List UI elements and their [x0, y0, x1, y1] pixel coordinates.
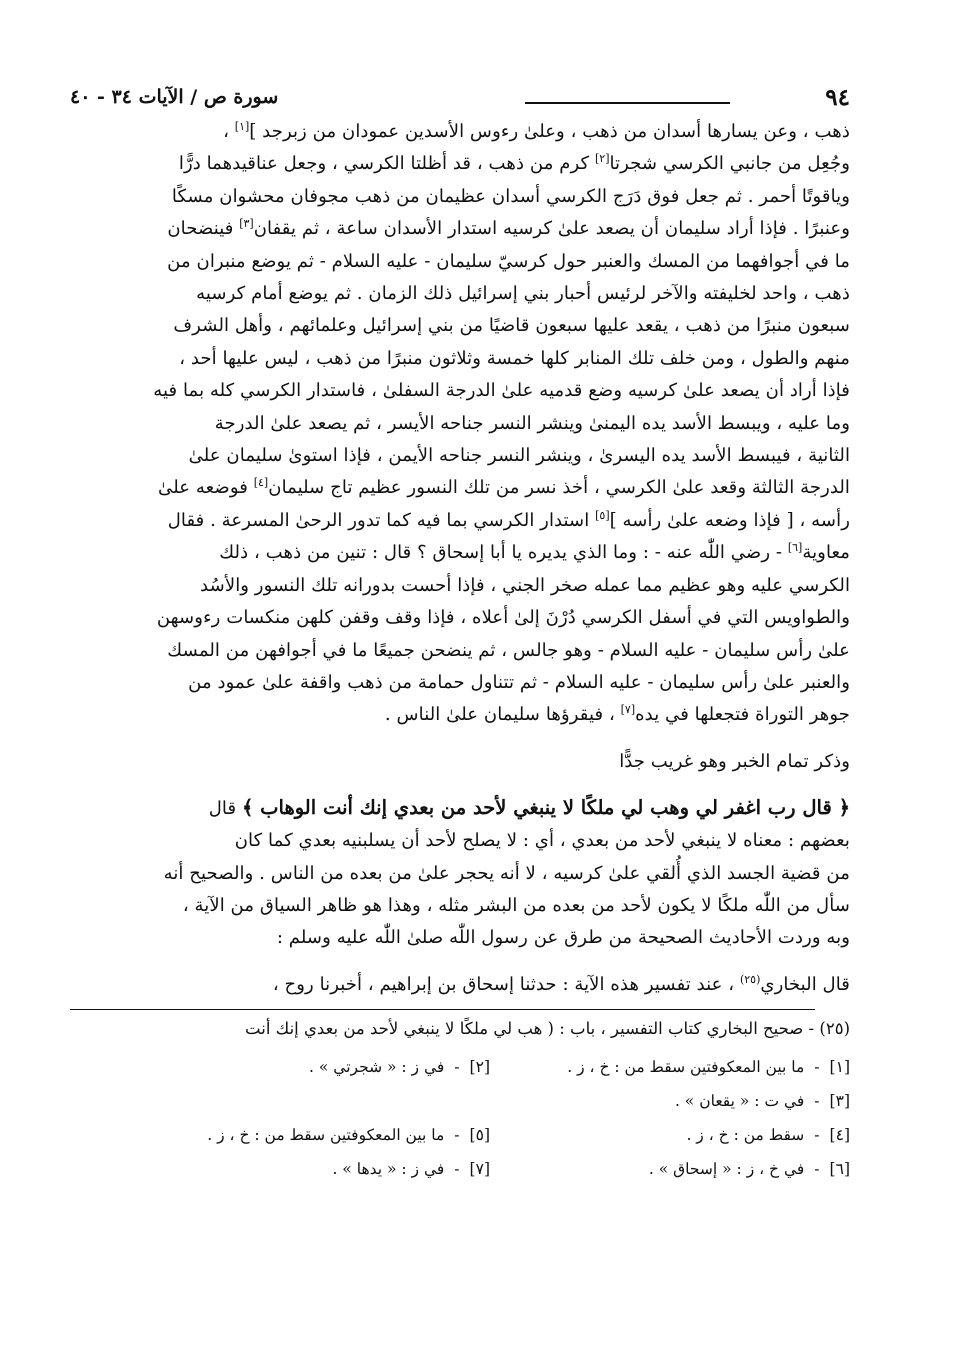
text-line: فإذا أراد أن يصعد علىٰ كرسيه وضع قدميه علىٰ الدرجة السفلىٰ ، فاستدار الكرسي كله بما فيه [153, 380, 850, 402]
verse-followup: قال [208, 798, 237, 820]
note-row [70, 1152, 850, 1186]
text-line: وجُعِل من جانبي الكرسي شجرتا[٢] كرم من ذهب ، قد أظلتا الكرسي ، وجعل عناقيدهما درًّا [178, 152, 850, 175]
footnote-label: [٧] [469, 1159, 490, 1178]
footnote-label: [٣] [829, 1091, 850, 1110]
footnote-item: [٥] - ما بين المعكوفتين سقط من : خ ، ز . [207, 1125, 490, 1144]
footnote-text: في ز : « شجرتي » . [309, 1057, 445, 1076]
commentary-line: من قضية الجسد الذي أُلقي علىٰ كرسيه ، لا أنه يحجر علىٰ من بعده من الناس . والصحيح أنه [163, 862, 850, 884]
text-line: سبعون منبرًا من ذهب ، يقعد عليها سبعون قاضيًا من بني إسرائيل وعلمائهم ، وأهل الشرف [173, 315, 850, 337]
text-line: وعنبرًا . فإذا أراد سليمان أن يصعد علىٰ كرسيه استدار الأسدان ساعة ، ثم يقفان[٣] فينضحان [167, 217, 850, 240]
footnote-item: [١] - ما بين المعكوفتين سقط من : خ ، ز . [567, 1057, 850, 1076]
text-line: معاوية[٦] - رضي اللّٰه عنه - : وما الذي يديره يا أبا إسحاق ؟ قال : تنين من ذهب ، ذلك [219, 541, 850, 564]
footnote-text: سقط من : خ ، ز . [686, 1125, 805, 1144]
text-line: الكرسي عليه وهو عظيم مما عمله صخر الجني ، فإذا أحست بدورانه تلك النسور والأسُد [200, 574, 850, 596]
footnote-label: [٥] [469, 1125, 490, 1144]
commentary-paragraph [70, 825, 850, 955]
header-rule [525, 102, 730, 104]
footnote-label: [٢] [469, 1057, 490, 1076]
text-line: رأسه ، [ فإذا وضعه علىٰ رأسه ][٥] استدار الكرسي بما فيه كما تدور الرحىٰ المسرعة . فقال [167, 508, 850, 531]
text-line: منهم والطول ، ومن خلف تلك المنابر كلها خمسة وثلاثون منبرًا من ذهب ، ليس عليها أحد ، [179, 347, 850, 369]
verse-line [70, 792, 850, 825]
header-title: سورة ص / الآيات ٣٤ - ٤٠ [70, 86, 279, 108]
commentary-line: بعضهم : معناه لا ينبغي لأحد من بعدي ، أي : لا يصلح لأحد أن يسلبنيه بعدي كما كان [234, 830, 850, 852]
note-row [70, 1050, 850, 1084]
text-line: ذهب ، واحد لخليفته والآخر لرئيس أحبار بني إسرائيل ذلك الزمان . ثم يوضع أمام كرسيه [196, 283, 850, 305]
text-line: والعنبر علىٰ رأس سليمان - عليه السلام - ثم تتناول حمامة من ذهب واقفة علىٰ عمود من [188, 671, 850, 693]
footnote-25: (٢٥) - صحيح البخاري كتاب التفسير ، باب : ( هب لي ملكًا لا ينبغي لأحد من بعدي إنك أنت [245, 1018, 850, 1038]
commentary-line: وبه وردت الأحاديث الصحيحة من طرق عن رسول اللّٰه صلىٰ اللّٰه عليه وسلم : [276, 927, 850, 949]
note-row [70, 1084, 850, 1118]
footnote-item: [٣] - في ت : « يقعان » . [674, 1091, 850, 1110]
text-line: جوهر التوراة فتجعلها في يده[٧] ، فيقرؤها سليمان علىٰ الناس . [384, 703, 850, 726]
footnote-item: [٧] - في ز : « يدها » . [332, 1159, 490, 1178]
text-line: والطواويس التي في أسفل الكرسي دُرْنَ إلىٰ أعلاه ، فإذا وقف وقفن كلهن منكسات رءوسهن [156, 607, 850, 629]
text-line: الدرجة الثالثة وقعد علىٰ الكرسي ، أخذ نسر من تلك النسور عظيم تاج سليمان[٤] فوضعه علىٰ [158, 476, 850, 499]
footnote-item: [٦] - في خ ، ز : « إسحاق » . [648, 1159, 850, 1178]
text-line: ذهب ، وعن يسارها أسدان من ذهب ، وعلىٰ رءوس الأسدين عمودان من زبرجد ][١] ، [223, 119, 850, 142]
variant-notes [70, 1050, 850, 1186]
text-line: علىٰ رأس سليمان - عليه السلام - وهو جالس ، ثم ينضحن جميعًا ما في أجوافهن من المسك [167, 639, 850, 661]
footnote-text: ما بين المعكوفتين سقط من : خ ، ز . [207, 1125, 445, 1144]
text-line: الثانية ، فيبسط الأسد يده اليسرىٰ ، وينشر النسر جناحه الأيمن ، فإذا استوىٰ سليمان علىٰ [188, 445, 850, 467]
footnote-item: [٤] - سقط من : خ ، ز . [686, 1125, 850, 1144]
footnote-text: في ت : « يقعان » . [674, 1091, 805, 1110]
text-line: وما عليه ، ويبسط الأسد يده اليمنىٰ وينشر النسر جناحه الأيسر ، ثم يصعد علىٰ الدرجة [214, 412, 850, 434]
closing-sentence: وذكر تمام الخبر وهو غريب جدًّا [619, 750, 850, 772]
footnote-text: ما بين المعكوفتين سقط من : خ ، ز . [567, 1057, 805, 1076]
footnote-item: [٢] - في ز : « شجرتي » . [309, 1057, 490, 1076]
text-line: وياقوتًا أحمر . ثم جعل فوق دَرَج الكرسي أسدان عظيمان من ذهب مجوفان محشوان مسكًا [171, 185, 850, 207]
page-number: ٩٤ [825, 84, 850, 111]
footnote-text: في ز : « يدها » . [332, 1159, 445, 1178]
bukhari-line: قال البخاري$^{(٢٥)}$ ، عند تفسير هذه الآية : حدثنا إسحاق بن إبراهيم ، أخبرنا روح ، [272, 972, 850, 995]
main-paragraph [70, 116, 850, 732]
commentary-line: سأل من اللّٰه ملكًا لا يكون لأحد من بعده من البشر مثله ، وهذا هو ظاهر السياق من الآية ، [182, 894, 850, 916]
quran-verse: ﴿ قال رب اغفر لي وهب لي ملكًا لا ينبغي لأحد من بعدي إنك أنت الوهاب ﴾ [241, 796, 850, 820]
footnote-label: [١] [829, 1057, 850, 1076]
page [70, 80, 850, 1186]
footnote-text: في خ ، ز : « إسحاق » . [648, 1159, 805, 1178]
note-row [70, 1118, 850, 1152]
footnote-label: [٦] [829, 1159, 850, 1178]
running-header [70, 80, 850, 116]
footnote-rule [70, 1009, 815, 1010]
footnote-label: [٤] [829, 1125, 850, 1144]
text-line: ما في أجوافهما من المسك والعنبر حول كرسيّ سليمان - عليه السلام - ثم يوضع منبران من [167, 250, 850, 272]
